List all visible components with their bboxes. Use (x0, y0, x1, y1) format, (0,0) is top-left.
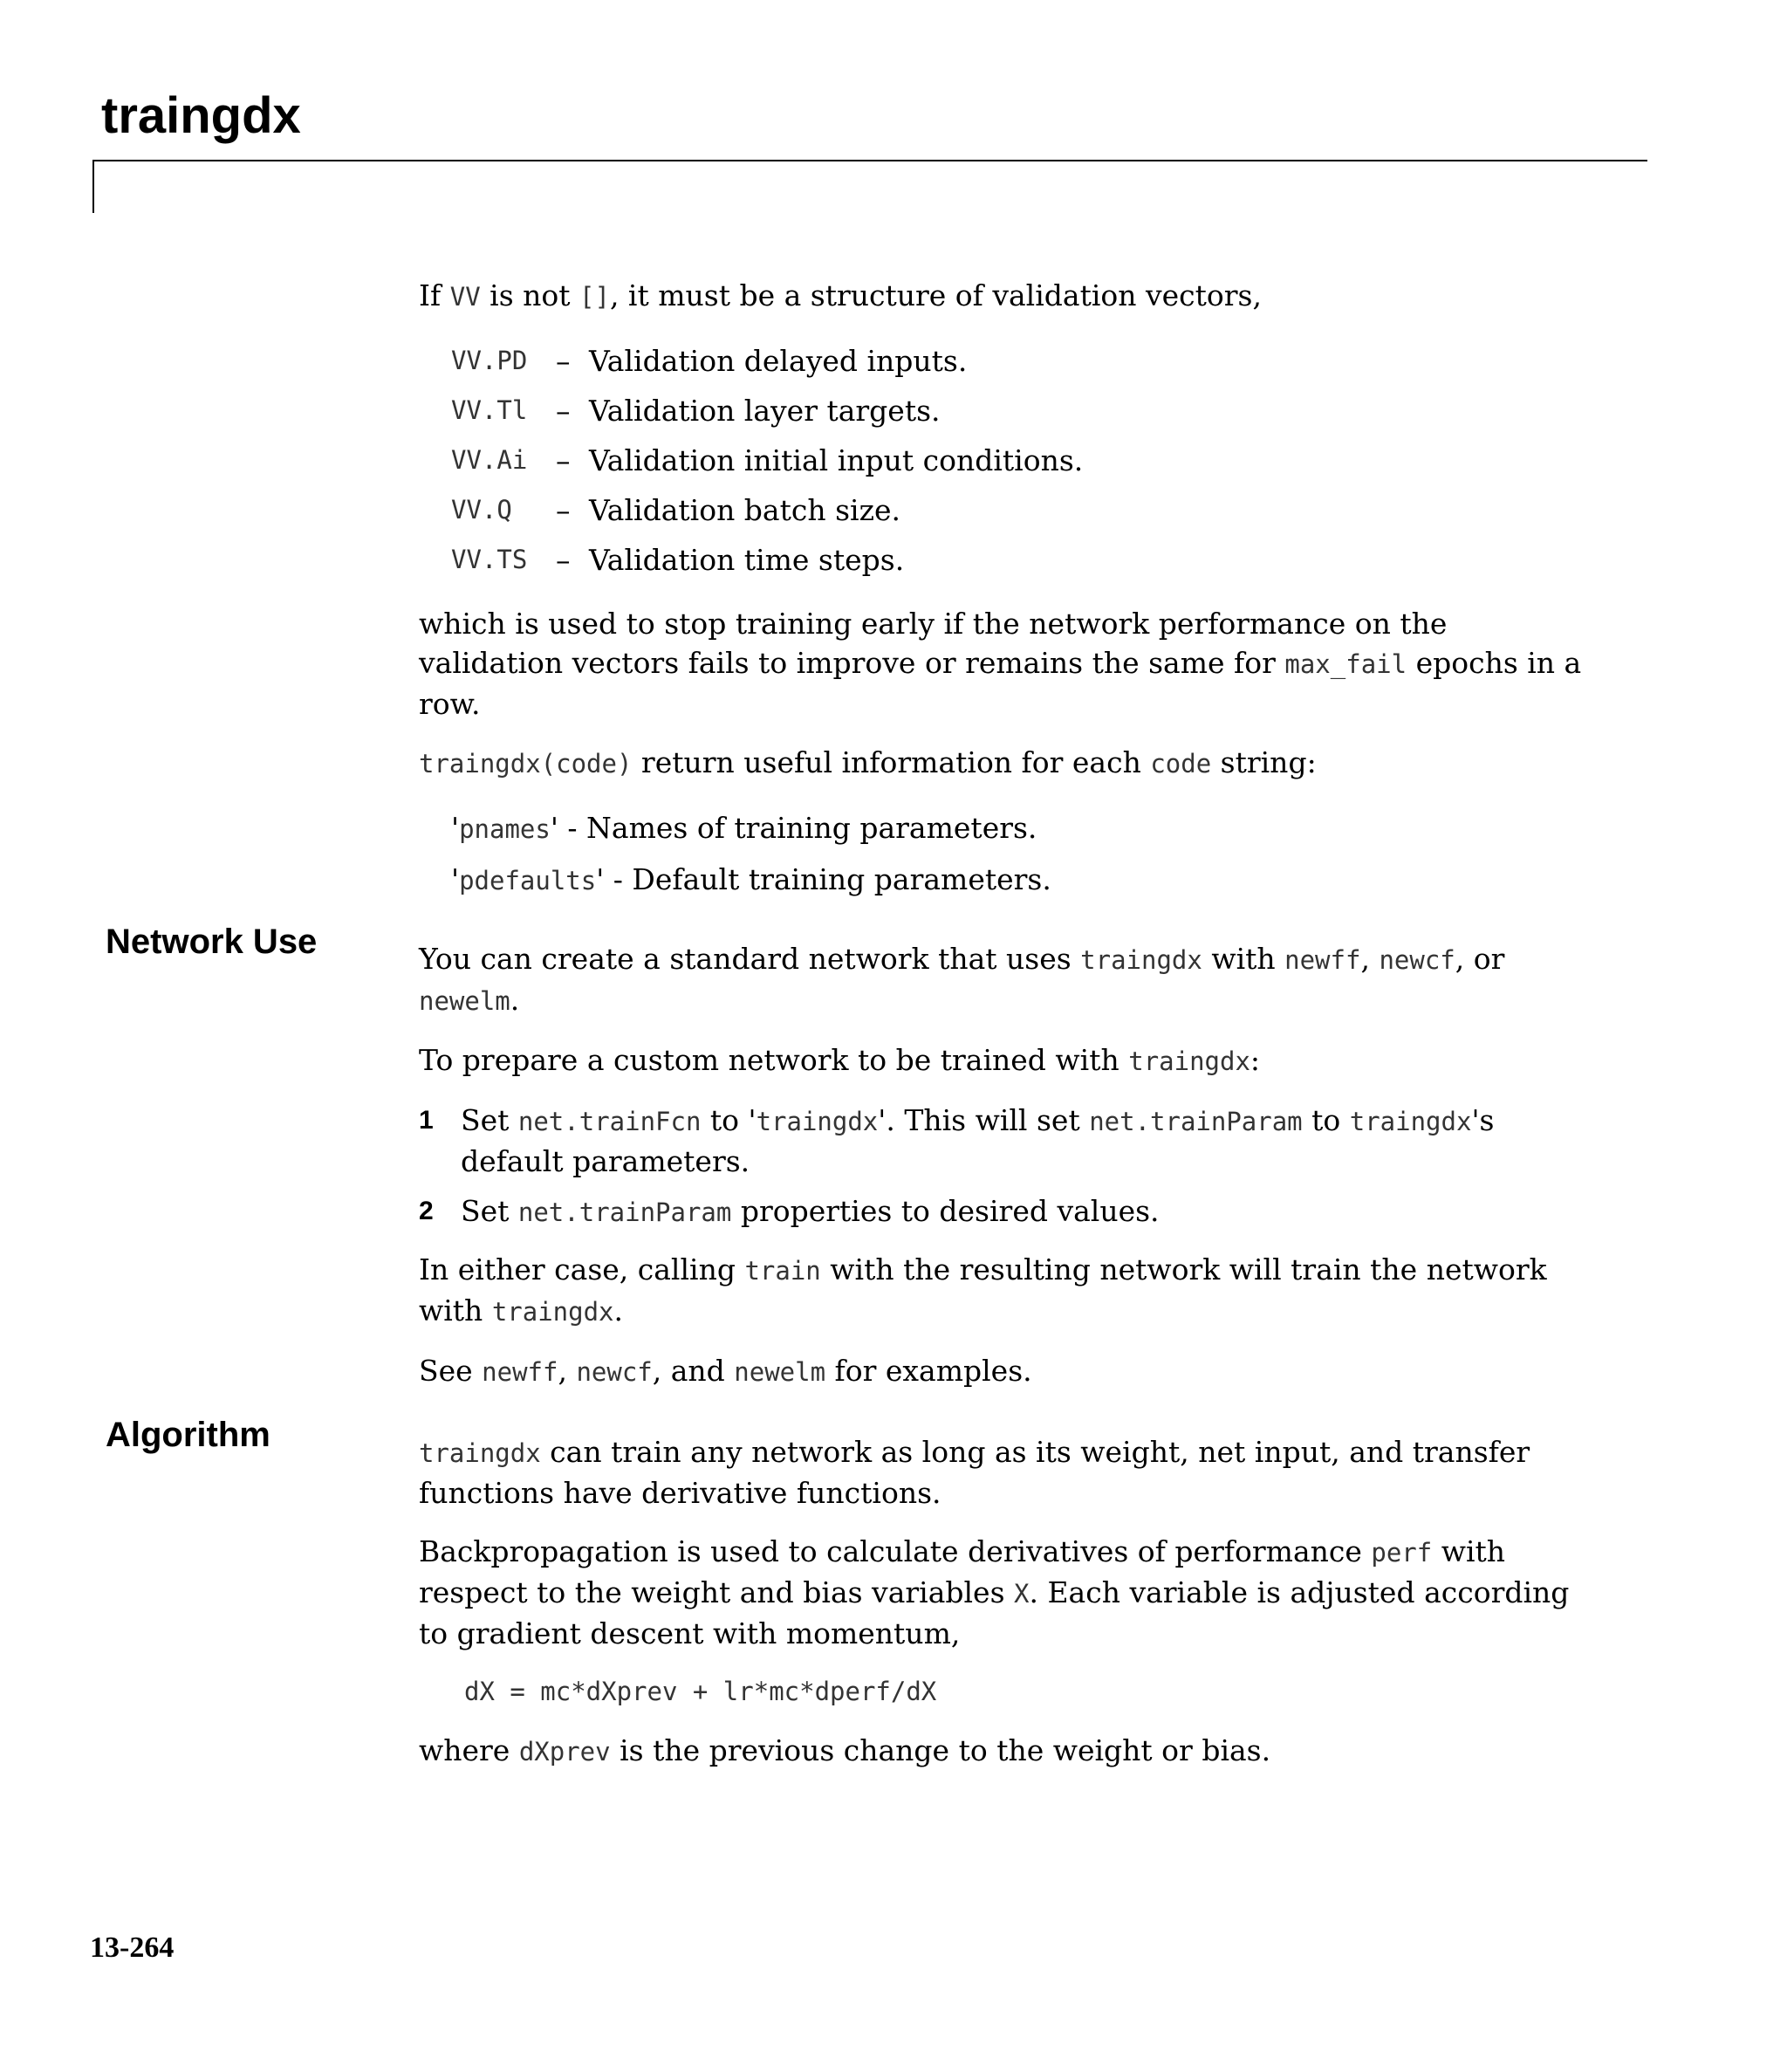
list-item: 'pdefaults' - Default training parameters. (451, 862, 1051, 896)
page-number: 13-264 (90, 1931, 175, 1964)
list-item: 'pnames' - Names of training parameters. (451, 811, 1037, 845)
list-item: VV.Tl – Validation layer targets. (451, 394, 941, 428)
list-item: VV.PD – Validation delayed inputs. (451, 344, 968, 378)
list-item: 2 Set net.trainParam properties to desired values. (419, 1194, 1160, 1228)
early-stopping-paragraph: which is used to stop training early if the network performance on the validation vectors fails to improve or remains the same for max_fail epochs in a row. (419, 607, 1582, 721)
see-also-paragraph: See newff, newcf, and newelm for examples. (419, 1354, 1032, 1388)
section-heading-network-use: Network Use (106, 923, 318, 961)
list-item: VV.Q – Validation batch size. (451, 493, 900, 527)
validation-intro-paragraph: If VV is not [], it must be a structure of validation vectors, (419, 278, 1262, 312)
momentum-equation: dX = mc*dXprev + lr*mc*dperf/dX (464, 1677, 937, 1706)
train-call-paragraph: In either case, calling train with the resulting network will train the network with traingdx. (419, 1252, 1547, 1328)
code-info-paragraph: traingdx(code) return useful information for each code string: (419, 745, 1317, 779)
algorithm-paragraph: traingdx can train any network as long as its weight, net input, and transfer functions have derivative functions. (419, 1435, 1530, 1510)
header-rule (92, 160, 1647, 161)
code-option-list (451, 803, 1588, 906)
custom-network-paragraph: To prepare a custom network to be trained with traingdx: (419, 1043, 1261, 1077)
section-heading-algorithm: Algorithm (106, 1416, 270, 1454)
dxprev-paragraph: where dXprev is the previous change to the weight or bias. (419, 1733, 1271, 1767)
main-content (419, 276, 1588, 1791)
backprop-paragraph: Backpropagation is used to calculate derivatives of performance perf with respect to the weight and bias variables X. Each variable is adjusted according to gradient descent with momentum, (419, 1534, 1570, 1650)
list-item: VV.Ai – Validation initial input conditions. (451, 443, 1084, 477)
list-item: 1 Set net.trainFcn to 'traingdx'. This will set net.trainParam to traingdx's default parameters. (419, 1103, 1495, 1178)
network-use-paragraph: You can create a standard network that uses traingdx with newff, newcf, or newelm. (419, 942, 1505, 1017)
validation-vector-list (451, 336, 1588, 585)
page-title: traingdx (101, 87, 301, 144)
header-rule-vertical (92, 160, 94, 213)
setup-steps (419, 1101, 1588, 1232)
list-item: VV.TS – Validation time steps. (451, 543, 905, 577)
